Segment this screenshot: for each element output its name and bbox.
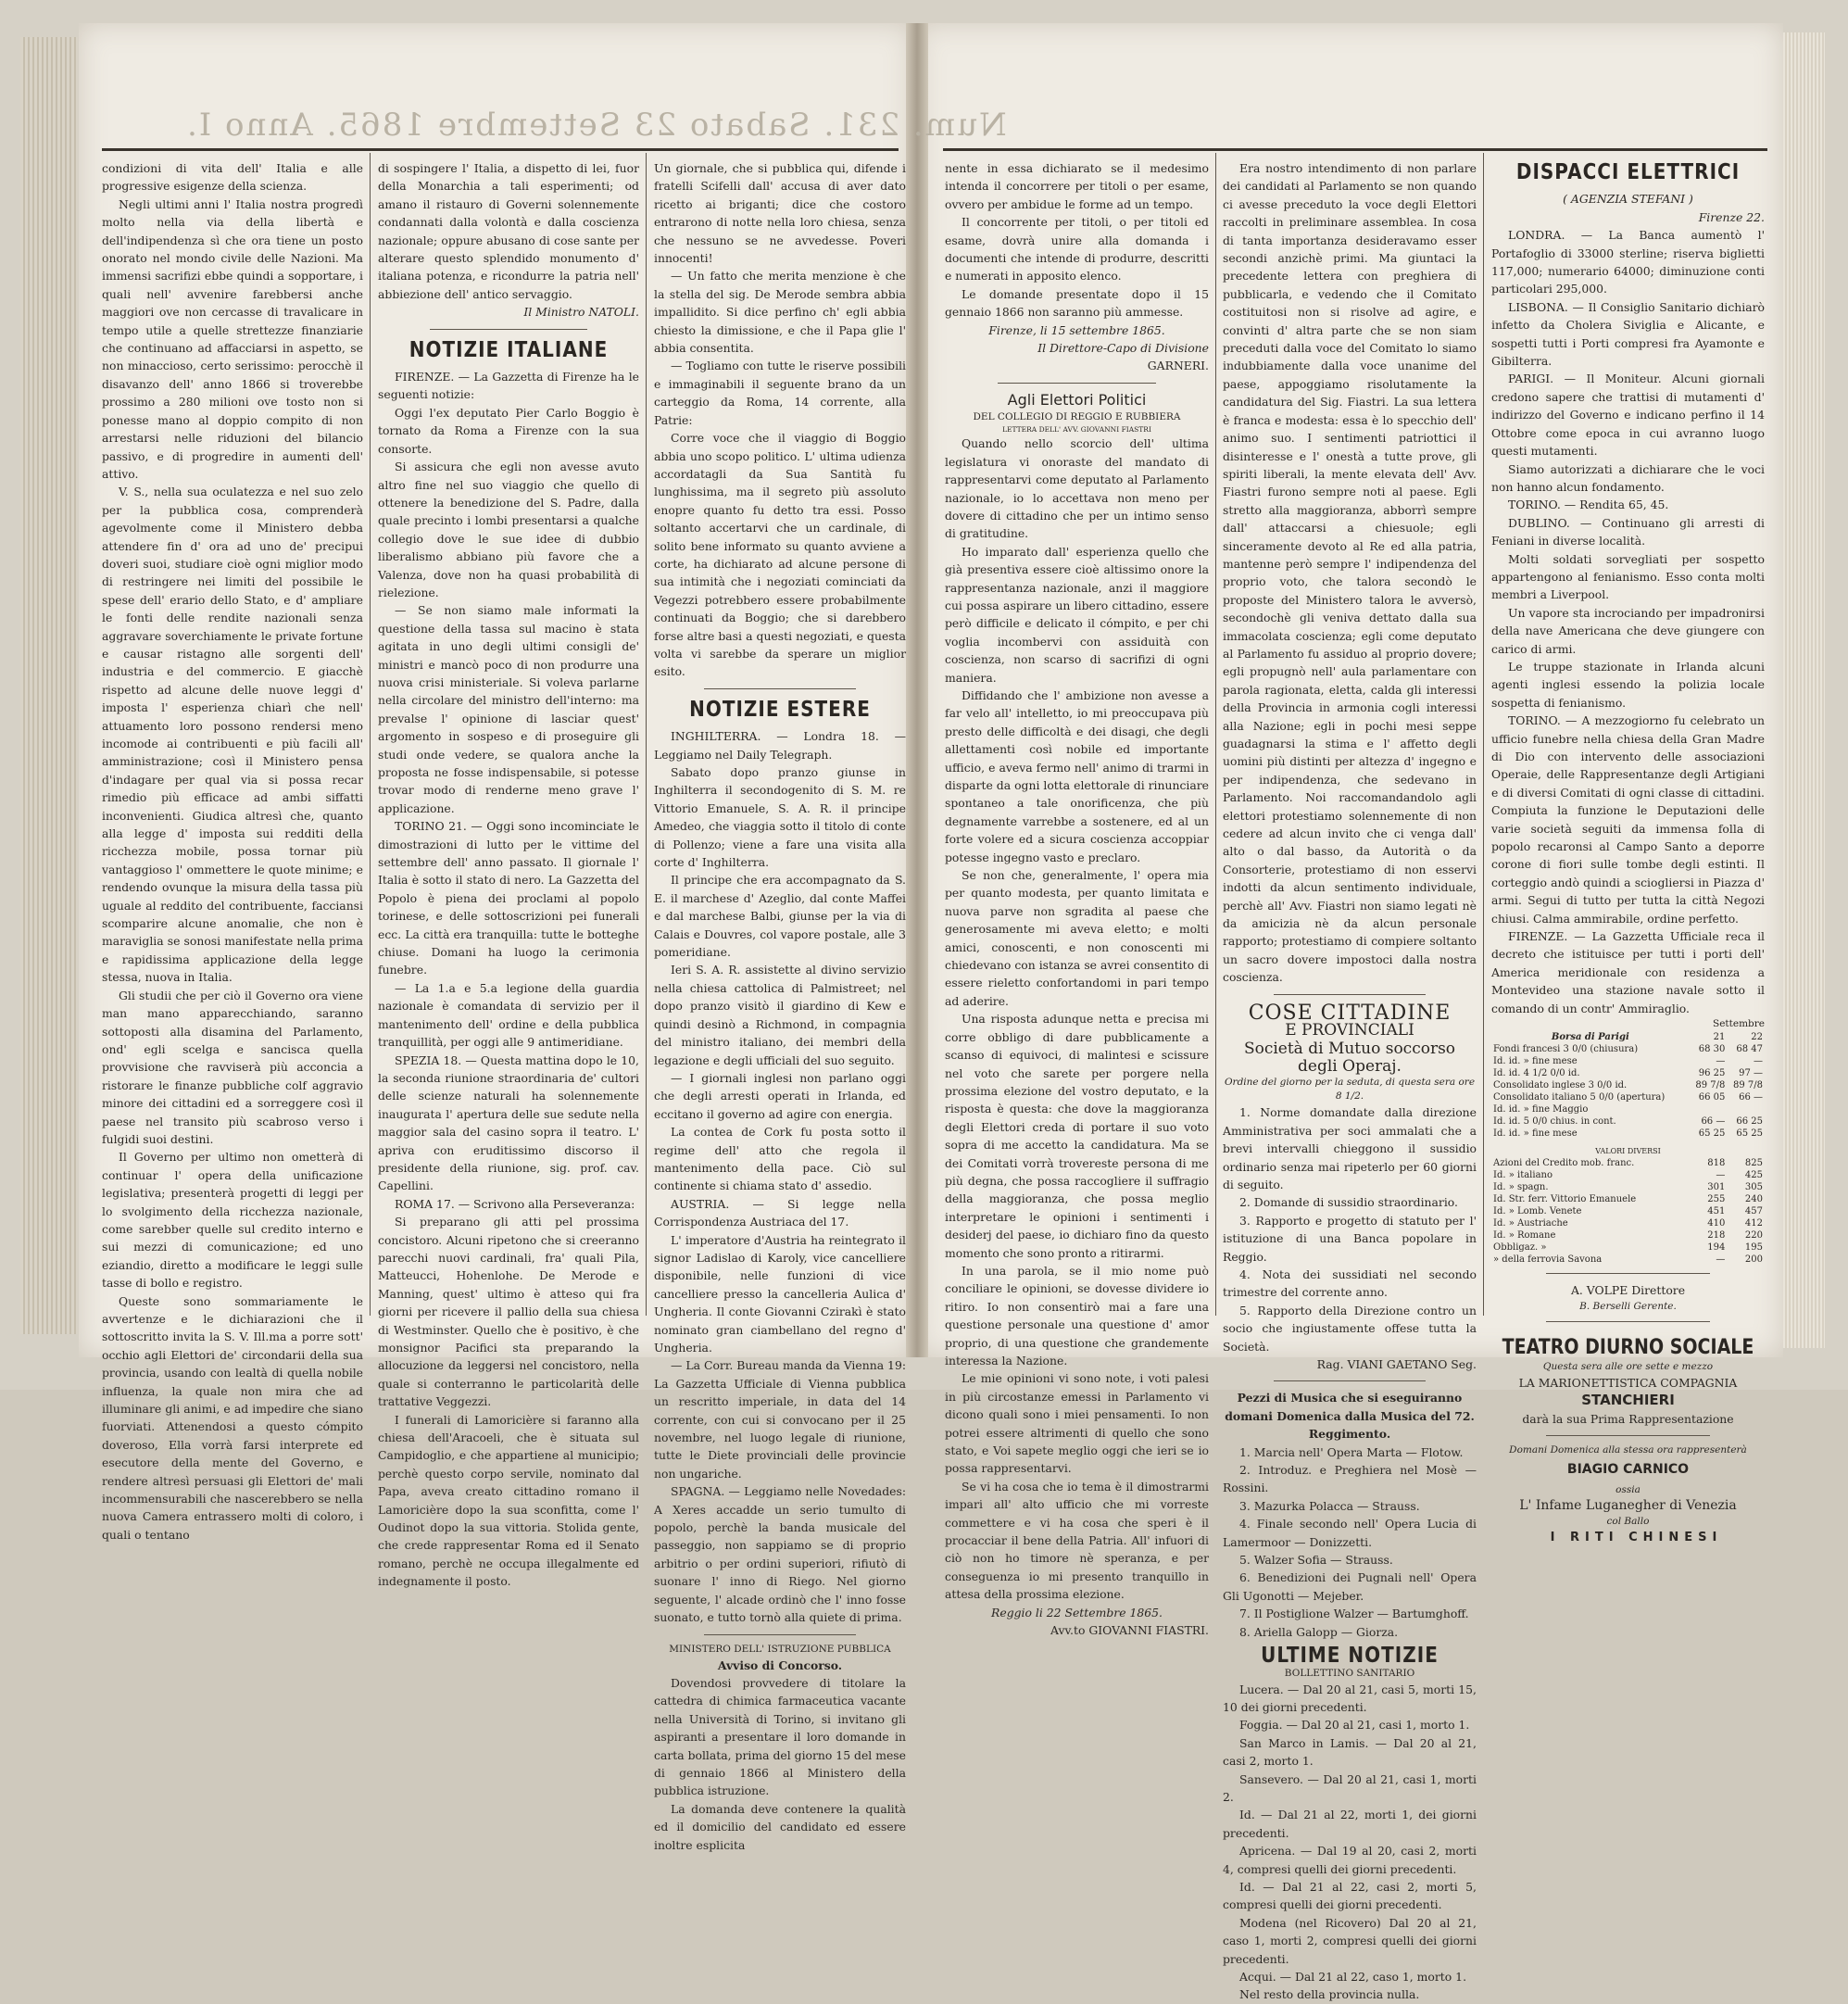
director-name: GARNERI. <box>1147 359 1209 373</box>
table-cell: 425 <box>1744 1170 1763 1181</box>
column-rule-4 <box>1483 153 1484 1316</box>
table-cell <box>1727 1103 1765 1115</box>
news-paragraph: I funerali di Lamoricière si faranno alla chiesa dell'Aracoeli, che è situata sul Campidoglio, e che appartiene al municipio; perchè questo corpo servile, nominato dal Papa, aveva creato cittadino romano il Lamoricière dopo la sua sconfitta, come l' Oudinot dopo la sua vittoria. Stolida gente, che crede rappresentar Roma ed il Senato romano, perchè ne occupa illegalmente ed indegnamente il posto. <box>378 1412 639 1589</box>
bulletin-item: Nel resto della provincia nulla. <box>1239 1987 1420 2002</box>
table-cell: Consolidato italiano 5 0/0 (apertura) <box>1493 1092 1666 1103</box>
table-cell: 240 <box>1744 1194 1763 1205</box>
table-cell: 200 <box>1744 1254 1763 1266</box>
table-cell: 451 <box>1707 1206 1726 1217</box>
table-row <box>1491 1157 1765 1169</box>
news-paragraph: Si assicura che egli non avesse avuto altro fine nel suo viaggio che quello di ottenere la benedizione del S. Padre, dalla quale precinto i lombi presentarsi a qualche collegio dove le sue idee di dubbio liberalismo abbiano più favore che a Valenza, dove non ha quasi probabilità di rielezione. <box>378 460 639 599</box>
news-paragraph: — La 1.a e 5.a legione della guardia nazionale è comandata di servizio per il mantenimento dell' ordine e della pubblica tranquillità, per oggi alle 9 antimeridiane. <box>378 980 639 1050</box>
letter-paragraph: Diffidando che l' ambizione non avesse a far velo all' intelletto, io mi preoccupava più presto delle difficoltà e dei disagi, che degli allettamenti così nobile ed importante ufficio, e aveva fermo nell' animo di trarmi in disparte da ogni lotta elettorale di rinunciare spontaneo a tale onorificenza, che più degnamente varrebbe a sostenere, ed al un forte volere ed a sicura coscienza accoppiar potesse ingegno vasto e preclaro. <box>945 687 1209 864</box>
letter-date: Reggio li 22 Settembre 1865. <box>991 1605 1163 1620</box>
section-heading-cose: COSE CITTADINE <box>1248 1001 1452 1025</box>
table-cell: Id. id. » fine mese <box>1493 1128 1578 1140</box>
table-cell: 65 25 <box>1736 1128 1763 1140</box>
section-heading-italiane: NOTIZIE ITALIANE <box>409 335 609 362</box>
section-heading-ultime: ULTIME NOTIZIE <box>1261 1642 1439 1668</box>
news-paragraph: — Togliamo con tutte le riserve possibili e immaginabili il seguente brano da un carteggio da Roma, 14 corrente, alla Patrie: <box>654 359 906 427</box>
table-cell: 66 — <box>1739 1092 1763 1103</box>
article-paragraph: Il Governo per ultimo non ometterà di continuar l' opera della unificazione legislativa; presenterà progetti di leggi per lo svolgimento della ricchezza nazionale, come sarebber quelle sul credito interno e sui mezzi di comunicazione; ed uno eziandio, diretto a modificare le leggi sulle tasse di bollo e registro. <box>102 1150 363 1291</box>
dispatch-paragraph: TORINO. — A mezzogiorno fu celebrato un ufficio funebre nella chiesa della Gran Madre di Dio con intervento delle associazioni Operaie, delle Rappresentanze degli Artigiani e di diversi Comitati di ogni classe di cittadini. Compiuta la funzione le Deputazioni delle varie società seguiti da immensa folla di popolo recaronsi al Campo Santo a deporre corone di fiori sulle tombe degli estinti. Il corteggio andò quindi a sciogliersi in Piazza d' armi. Segui di tutto per tutta la città Negozi chiusi. Calma ammirabile, ordine perfetto. <box>1491 713 1765 926</box>
play-ossia: ossia <box>1615 1483 1641 1495</box>
news-paragraph: TORINO 21. — Oggi sono incominciate le dimostrazioni di lutto per le vittime del settembre dell' anno passato. Il giornale l' Italia è sotto il stato di nero. La Gazzetta del Popolo è piena dei proclami al popolo torinese, e delle sottoscrizioni pei funerali ecc. La città era tranquilla: tutte le botteghe chiuse. Domani ha luogo la cerimonia funebre. <box>378 819 639 977</box>
ballet-note: col Ballo <box>1606 1515 1650 1527</box>
table-row <box>1491 1067 1765 1079</box>
foreign-news-paragraph: INGHILTERRA. — Londra 18. — Leggiamo nel Daily Telegraph. <box>654 729 906 762</box>
table-row <box>1491 1055 1765 1067</box>
bulletin-heading: BOLLETTINO SANITARIO <box>1284 1667 1415 1679</box>
table-cell: — <box>1716 1170 1726 1181</box>
dispatch-paragraph: Molti soldati sorvegliati per sospetto appartengono al fenianismo. Esso conta molti membri a Liverpool. <box>1491 551 1765 602</box>
table-header-row <box>1491 1031 1765 1043</box>
column-5 <box>1223 159 1477 2002</box>
news-paragraph: FIRENZE. — La Gazzetta di Firenze ha le seguenti notizie: <box>378 370 639 402</box>
table-row <box>1491 1091 1765 1103</box>
table-row <box>1491 1169 1765 1181</box>
table-cell: Id. id. » fine mese <box>1493 1056 1578 1067</box>
article-paragraph: Negli ultimi anni l' Italia nostra progredì molto nella via della libertà e dell'indipendenza sì che ora tiene un posto onorato nel mondo civile delle Nazioni. Ma immensi sacrifizi ebbe quindi a sopportare, i quali nell' avvenire farebbersi anche maggiori ove non cercasse di travalicare in tempo utile a quelle strettezze finanziarie che continuano ad affacciarsi in aspetto, se non minaccioso, certo serissimo: perocchè il disavanzo dell' anno 1866 si troverebbe prossimo a 280 milioni ove tosto non si ponesse mano al doppio compito di non arrestarsi nelle riduzioni del bilancio passivo, e di progredire in aumenti dell' attivo. <box>102 196 363 481</box>
bleed-through-header: Num. 231. Sabato 23 Settembre 1865. Anno I. <box>185 107 1007 144</box>
table-cell: — <box>1754 1056 1763 1067</box>
bulletin-item: San Marco in Lamis. — Dal 20 al 21, casi 2, morto 1. <box>1223 1735 1477 1769</box>
table-row <box>1491 1254 1765 1266</box>
table-cell: Id. id. 5 0/0 chius. in cont. <box>1493 1116 1616 1128</box>
dispatch-paragraph: FIRENZE. — La Gazzetta Ufficiale reca il decreto che istituisce per tutti i porti dell' America meridionale con residenza a Montevideo una stazione navale sotto il comando di un contr' Ammiraglio. <box>1491 929 1765 1015</box>
table-row <box>1491 1128 1765 1140</box>
manager-name: B. Berselli Gerente. <box>1579 1300 1677 1312</box>
table-row <box>1491 1205 1765 1217</box>
theatre-time: Questa sera alle ore sette e mezzo <box>1542 1360 1714 1372</box>
notice-date: Firenze, li 15 settembre 1865. <box>988 322 1165 337</box>
bulletin-item: Id. — Dal 21 al 22, morti 1, dei giorni precedenti. <box>1223 1808 1477 1840</box>
table-cell: Id. Str. ferr. Vittorio Emanuele <box>1493 1194 1637 1205</box>
table-cell: 89 7/8 <box>1733 1080 1763 1091</box>
dispatch-paragraph: Un vapore sta incrociando per impadronirsi della nave Americana che deve giungere con carico di armi. <box>1491 605 1765 656</box>
news-paragraph: ROMA 17. — Scrivono alla Perseveranza: <box>395 1196 635 1211</box>
agenda-item: 1. Norme domandate dalla direzione Amministrativa per soci ammalati che a brevi intervalli chieggono il sussidio ordinario senza mai ripeterlo per 60 giorni di seguito. <box>1223 1105 1477 1191</box>
news-paragraph: — Se non siamo male informati la questione della tassa sul macino è stata agitata in uno degli ultimi consigli de' ministri e mancò poco di non produrre una nuova crisi ministeriale. Si voleva parlarne nella circolare del ministro dell'interno: ma prevalse l' opinione di lasciar quest' argomento in sospeso e di proseguire gli studi onde vedere, se qualora anche la proposta ne fosse indispensabile, si potesse trovar modo di renderne meno grave l' applicazione. <box>378 603 639 815</box>
letter-paragraph: Le mie opinioni vi sono note, i voti palesi in più circostanze emessi in Parlamento vi dicono quali sono i miei pensamenti. Io non potrei essere altrimenti di quello che sono stato, e Voi sapete meglio oggi che ieri se io possa rappresentarvi. <box>945 1371 1209 1476</box>
music-item: 2. Introduz. e Preghiera nel Mosè — Rossini. <box>1223 1463 1477 1495</box>
music-item: 7. Il Postiglione Walzer — Bartumghoff. <box>1239 1607 1469 1621</box>
music-item: 4. Finale secondo nell' Opera Lucia di Lamermoor — Donizzetti. <box>1223 1517 1477 1549</box>
news-paragraph: — Un fatto che merita menzione è che la stella del sig. De Merode sembra abbia impallidito. Si dice perfino ch' egli abbia chiesto la dimissione, e che il Papa glie l' abbia consentita. <box>654 269 906 356</box>
table-row <box>1491 1043 1765 1055</box>
table-row <box>1491 1217 1765 1229</box>
divider <box>704 1634 855 1635</box>
dispatch-place: Firenze 22. <box>1698 209 1765 224</box>
table-cell: 195 <box>1744 1242 1763 1254</box>
section-subheading-provinciali: E PROVINCIALI <box>1285 1021 1414 1040</box>
column-rule-1 <box>370 153 371 1316</box>
theatre-heading: TEATRO DIURNO SOCIALE <box>1502 1334 1754 1359</box>
column-1 <box>102 159 363 1542</box>
foreign-news-paragraph: SPAGNA. — Leggiamo nelle Novedades: A Xeres accadde un serio tumulto di popolo, perchè la banda musicale del passeggio, non sappiamo se di proprio arbitrio o per ordini superiori, rifiutò di suonare l' inno di Riego. Nel giorno seguente, l' alcade ordinò che l' inno fosse suonato, e tutto tornò alla quiete di prima. <box>654 1484 906 1625</box>
table-cell: — <box>1716 1254 1726 1266</box>
table-row <box>1491 1103 1765 1115</box>
table-cell: Obbligaz. » <box>1493 1242 1547 1254</box>
letter-heading: Agli Elettori Politici <box>1007 390 1147 409</box>
table-cell: 412 <box>1744 1218 1763 1229</box>
bulletin-item: Apricena. — Dal 19 al 20, casi 2, morti 4, compresi quelli dei giorni precedenti. <box>1223 1844 1477 1876</box>
music-item: 3. Mazurka Polacca — Strauss. <box>1239 1498 1420 1513</box>
dispatch-paragraph: LONDRA. — La Banca aumentò l' Portafoglio di 33000 sterline; riserva biglietti 117,000; numerario 64000; diminuzione conti particolari 295,000. <box>1491 228 1765 296</box>
divider <box>1274 994 1426 995</box>
agency-name: ( AGENZIA STEFANI ) <box>1563 192 1693 207</box>
letter-paragraph: Se non che, generalmente, l' opera mia per quanto modesta, per quanto limitata e nuova parve non sgradita al paese che generosamente mi aveva eletto; e molti amici, conoscenti, e non conoscenti mi chiedevano con istanza se avrei consentito di essere rieletto confortandomi in pari tempo ad aderire. <box>945 868 1209 1008</box>
table-cell: Azioni del Credito mob. franc. <box>1493 1158 1635 1169</box>
dispatch-paragraph: PARIGI. — Il Moniteur. Alcuni giornali credono sapere che trattisi di mutamenti d' indirizzo del Governo e indicano perfino il 14 Ottobre come epoca in cui avranno luogo questi mutamenti. <box>1491 372 1765 459</box>
news-paragraph: Si preparano gli atti pel prossima concistoro. Alcuni ripetono che si creeranno parecchi nuovi cardinali, fra' quali Pila, Matteucci, Hohenlohe. De Merode e Manning, quest' ultimo è atteso qui fra giorni per ricevere il pallio della sua chiesa di Westminster. Quello che è positivo, è che monsignor Pacifici sta preparando la allocuzione da leggersi nel concistoro, nella quale si conterranno le particolarità delle trattative Veggezzi. <box>378 1215 639 1409</box>
foreign-news-paragraph: — La Corr. Bureau manda da Vienna 19: La Gazzetta Ufficiale di Vienna pubblica un rescritto imperiale, in data del 14 corrente, con cui si convocano per il 25 novembre, nel luogo legale di riunione, tutte le Diete provinciali delle provincie non ungariche. <box>654 1358 906 1481</box>
letter-paragraph: Se vi ha cosa che io tema è il dimostrarmi impari all' alto ufficio che mi vorreste commettere e vi ha cosa che speri è il procacciar il bene della Patria. All' infuori di ciò non ho timore nè speranza, e per conseguenza io mi presento tranquillo in attesa della prossima elezione. <box>945 1479 1209 1602</box>
table-cell: 89 7/8 <box>1695 1080 1726 1091</box>
table-cell: Id. » Lomb. Venete <box>1493 1206 1582 1217</box>
play-subtitle: L' Infame Luganegher di Venezia <box>1519 1497 1737 1513</box>
notice-paragraph: Le domande presentate dopo il 15 gennaio 1866 non saranno più ammesse. <box>945 286 1209 320</box>
news-paragraph: SPEZIA 18. — Questa mattina dopo le 10, la seconda riunione straordinaria de' cultori delle scienze naturali ha solennemente inaugurata l' apertura delle sue sedute nella maggior sala del casino sopra il teatro. L' apriva con eruditissimo discorso il presidente della riunione, sig. prof. cav. Capellini. <box>378 1052 639 1193</box>
agenda-item: 2. Domande di sussidio straordinario. <box>1239 1195 1458 1210</box>
society-subheading: degli Operaj. <box>1298 1056 1402 1076</box>
table-cell: 68 30 <box>1698 1044 1726 1055</box>
music-item: 6. Benedizioni dei Pugnali nell' Opera Gli Ugonotti — Mejeber. <box>1223 1570 1477 1603</box>
column-3 <box>654 159 906 1852</box>
notice-heading: Avviso di Concorso. <box>717 1657 843 1672</box>
dispatch-paragraph: TORINO. — Rendita 65, 45. <box>1508 498 1669 512</box>
bulletin-item: Sansevero. — Dal 20 al 21, casi 1, morti 2. <box>1223 1771 1477 1804</box>
table-cell: 305 <box>1744 1182 1763 1193</box>
dispatch-paragraph: Siamo autorizzati a dichiarare che le voci non hanno alcun fondamento. <box>1491 461 1765 494</box>
notice-paragraph: Il concorrente per titoli, o per titoli ed esame, dovrà unire alla domanda i documenti che intende di produrre, descritti e numerati in apposito elenco. <box>945 215 1209 284</box>
foreign-news-paragraph: L' imperatore d'Austria ha reintegrato il signor Ladislao di Karoly, vice cancelliere disponibile, nelle funzioni di vice cancelliere presso la cancelleria Aulica d' Ungheria. Il conte Giovanni Czirakì è stato nominato gran ciambellano del regno d' Ungheria. <box>654 1232 906 1355</box>
letter-paragraph: Una risposta adunque netta e precisa mi corre obbligo di dare pubblicamente a scanso di equivoci, di malintesi e scissure nel voto che sarete per porgere nella prossima elezione del vostro deputato, e la risposta è questa: che dove la maggioranza degli Elettori creda di portare il suo voto sopra di me accetto la candidatura. Ma se dei Comitati vorrà trovereste persona di me più degna, che possa raccogliere il suffragio della maggioranza, che possa meglio interpretare le opinioni i sentimenti i desiderj del paese, io dichiaro fino da questo momento che sono pronto a ritirarmi. <box>945 1012 1209 1260</box>
section-heading-estere: NOTIZIE ESTERE <box>689 695 871 722</box>
ministry-heading: MINISTERO DELL' ISTRUZIONE PUBBLICA <box>669 1643 891 1655</box>
divider <box>998 383 1156 384</box>
table-cell: 301 <box>1707 1182 1726 1193</box>
music-item: 8. Ariella Galopp — Giorza. <box>1239 1624 1399 1639</box>
table-cell: 96 25 <box>1698 1068 1726 1079</box>
table-row <box>1491 1115 1765 1128</box>
table-cell: 410 <box>1707 1218 1726 1229</box>
article-paragraph: V. S., nella sua oculatezza e nel suo zelo per la pubblica cosa, comprenderà agevolmente come il Ministero debba attendere fin d' ora ad uno de' precipui doveri suoi, studiare cioè ogni miglior modo di restringere nei limiti del possibile le spese dell' erario dello Stato, e d' ampliare le fonti delle rendite nazionali senza aggravare soverchiamente le private fortune e causar ristagno alle sorgenti dell' industria e del commercio. E giacchè rispetto ad alcune delle nuove leggi d' imposta l' esperienza chiarì che nell' attuamento loro possono rendersi meno incomode ai contribuenti e più facili all' amministrazione; così il Ministero pensa d'indagare per qual via si possa recar rimedio più efficace ad ambi siffatti inconvenienti. Giudica altresì che, quanto alla legge d' imposta sui redditi della ricchezza mobile, possa tornar più vantaggioso l' ommettere le quote minime; e rendendo ovunque la misura della tassa più uguale al reddito del contribuente, facciansi scomparire alcune anomalie, che non è maraviglia se sonosi manifestate nella prima e rapidissima applicazione della legge stessa, nuova in Italia. <box>102 485 363 985</box>
letter-signature: Avv.to GIOVANNI FIASTRI. <box>1050 1623 1209 1638</box>
article-paragraph: di sospingere l' Italia, a dispetto di lei, fuor della Monarchia a tali esperimenti; od amano il ristauro di Governi solennemente condannati dalla volontà e dalla coscienza nazionale; oppure abusano di cose sante per alterare questo splendido monumento d' italiana potenza, e ricondurre la patria nell' abbiezione dell' antico servaggio. <box>378 161 639 301</box>
stock-table <box>1491 1031 1765 1266</box>
table-cell: Id. » Romane <box>1493 1230 1556 1241</box>
divider <box>1546 1321 1710 1322</box>
column-rule-3 <box>1215 153 1216 1316</box>
table-cell: 97 — <box>1739 1068 1763 1079</box>
agenda-heading: Ordine del giorno per la seduta, di questa sera ore 8 1/2. <box>1224 1077 1476 1103</box>
bulletin-item: Foggia. — Dal 20 al 21, casi 1, morto 1. <box>1239 1718 1470 1733</box>
values-title: VALORI DIVERSI <box>1595 1147 1661 1156</box>
notice-paragraph: nente in essa dichiarato se il medesimo intenda il concorrere per titoli o per esame, ovvero per ambidue le forme ad un tempo. <box>945 161 1209 211</box>
bulletin-item: Id. — Dal 21 al 22, casi 2, morti 5, compresi quelli dei giorni precedenti. <box>1223 1879 1477 1912</box>
left-top-rule <box>102 148 899 151</box>
column-4 <box>945 159 1209 1638</box>
music-heading: Pezzi di Musica che si eseguiranno domani Domenica dalla Musica del 72. Reggimento. <box>1225 1391 1475 1442</box>
table-cell: Id. » spagn. <box>1493 1182 1549 1193</box>
secretary-signature: Rag. VIANI GAETANO Seg. <box>1316 1357 1477 1371</box>
news-paragraph: Corre voce che il viaggio di Boggio abbia uno scopo politico. L' ultima udienza accordatagli da Sua Santità fu lunghissima, ma il segreto più assoluto enopre quanto fu detto tra essi. Posso soltanto accertarvi che un cardinale, di solito bene informato su quanto avviene a corte, ha dichiarato ad alcune persone di sua intimità che i negoziati cominciati da Vegezzi potrebbero essere probabilmente continuati da Boggio; che si darebbero forse altre basi a questi negoziati, e questa volta vi sarebbe da sperare un miglior esito. <box>654 431 906 679</box>
letter-byline: LETTERA DELL' AVV. GIOVANNI FIASTRI <box>1002 425 1151 435</box>
divider <box>430 329 586 330</box>
table-cell: Consolidato inglese 3 0/0 id. <box>1493 1080 1628 1091</box>
column-header: 22 <box>1751 1032 1763 1043</box>
table-cell: 66 — <box>1701 1116 1726 1128</box>
divider <box>1546 1273 1710 1274</box>
ballet-title: I RITI CHINESI <box>1550 1530 1723 1544</box>
right-page-edges <box>1783 32 1825 1348</box>
month-label: Settembre <box>1713 1018 1765 1030</box>
table-cell: Id. » italiano <box>1493 1170 1553 1181</box>
play-title: BIAGIO CARNICO <box>1566 1462 1690 1478</box>
table-cell: 818 <box>1707 1158 1726 1169</box>
table-cell: 65 25 <box>1698 1128 1726 1140</box>
foreign-news-paragraph: — I giornali inglesi non parlano oggi che degli arresti operati in Irlanda, ed eccitano il governo ad agire con energia. <box>654 1070 906 1121</box>
performance-note: darà la sua Prima Rappresentazione <box>1522 1411 1734 1426</box>
dispatch-paragraph: LISBONA. — Il Consiglio Sanitario dichiarò infetto da Cholera Siviglia e Alicante, e sospetti tutti i Porti compresi fra Ayamonte e Gibilterra. <box>1491 299 1765 369</box>
table-cell: 457 <box>1744 1206 1763 1217</box>
table-row <box>1491 1079 1765 1091</box>
news-paragraph: Oggi l'ex deputato Pier Carlo Boggio è tornato da Roma a Firenze con la sua consorte. <box>378 405 639 456</box>
column-header: 21 <box>1713 1032 1726 1043</box>
dispatch-paragraph: Le truppe stazionate in Irlanda alcuni agenti inglesi essendo la polizia locale sospetta di fenianismo. <box>1491 659 1765 710</box>
agenda-item: 3. Rapporto e progetto di statuto per l' istituzione di una Banca popolare in Reggio. <box>1223 1213 1477 1264</box>
table-cell: 218 <box>1707 1230 1726 1241</box>
bulletin-item: Modena (nel Ricovero) Dal 20 al 21, caso 1, morti 2, compresi quelli dei giorni precedenti. <box>1223 1915 1477 1966</box>
music-item: 1. Marcia nell' Opera Marta — Flotow. <box>1239 1444 1464 1459</box>
foreign-news-paragraph: AUSTRIA. — Si legge nella Corrispondenza Austriaca del 17. <box>654 1196 906 1229</box>
column-6 <box>1491 158 1765 1544</box>
agenda-item: 5. Rapporto della Direzione contro un socio che ingiustamente offese tutta la Società. <box>1223 1303 1477 1354</box>
foreign-news-paragraph: La contea de Cork fu posta sotto il regime dell' atto che regola il mantenimento della pace. Ciò sul continente si chiama stato d' assedio. <box>654 1125 906 1193</box>
values-header-row <box>1491 1140 1765 1157</box>
table-cell: » della ferrovia Savona <box>1493 1254 1603 1266</box>
news-paragraph: Un giornale, che si pubblica qui, difende i fratelli Scifelli dall' accusa di aver dato ricetto ai briganti; dice che costoro entrarono di notte nella loro chiesa, senza che nessuno se ne avvedesse. Poveri innocenti! <box>654 161 906 266</box>
table-cell: 220 <box>1744 1230 1763 1241</box>
divider <box>704 688 855 689</box>
right-top-rule <box>943 148 1767 151</box>
column-2 <box>378 159 639 1589</box>
letter-paragraph: Quando nello scorcio dell' ultima legislatura vi onoraste del mandato di rappresentarvi come deputato al Parlamento nazionale, io lo accettava non meno per dovere di cittadino che per un intimo senso di gratitudine. <box>945 436 1209 541</box>
letter-paragraph: Ho imparato dall' esperienza quello che già presentiva essere cioè altissimo onore la rappresentanza nazionale, anzi il maggiore cui possa aspirare un libero cittadino, essere però difficile e delicato il cómpito, e per chi voglia incombervi con assiduità con coscienza, non scarso di sacrifizi di ogni maniera. <box>945 544 1209 685</box>
table-cell: 66 05 <box>1698 1092 1726 1103</box>
editorial-paragraph: Era nostro intendimento di non parlare dei candidati al Parlamento se non quando ci avesse preceduto la voce degli Elettori raccolti in preliminare assemblea. In cosa di tanta importanza desideravamo esser secondi anzichè primi. Ma giuntaci la precedente lettera con preghiera di pubblicarla, e vedendo che il Comitato costituitosi non si risolve ad agire, e convinti d' altra parte che se non siam preceduti dalla voce del Comitato lo siamo indubbiamente dalla voce unanime del paese, appoggiamo risolutamente la candidatura del Sig. Fiastri. La sua lettera è franca e modesta: essa è lo specchio dell' animo suo. I sentimenti patriottici il disinteresse e l' onestà a tutte prove, gli spiriti liberali, la mente elevata dell' Avv. Fiastri furono sempre noti al paese. Egli stretto alla maggioranza, abborrì sempre dall' attaccarsi a chiesuole; egli sinceramente devoto al Re ed alla patria, mantenne però sempre l' indipendenza del proprio voto, che talora secondò le proposte del Ministero talora le avversò, secondochè gli veniva dettato dalla sua immacolata coscienza; egli come deputato al Parlamento fu assiduo al proprio dovere; egli propugnò nell' aula parlamentare con parola ragionata, eletta, calda gli interessi della Provincia in armonia cogli interessi alla Nazione; egli in pochi mesi seppe guadagnarsi la stima e l' affetto degli uomini più distinti per altezza d' ingegno e per indipendenza, che sedevano in Parlamento. Noi raccomandandolo agli elettori protestiamo solennemente di non cedere ad alcun invito che ci venga dall' alto o dal basso, da Autorità o da Consorterie, protestiamo di non esservi indotti da alcun sentimento individuale, perchè all' Avv. Fiastri non siamo legati nè da amicizia nè da alcun personale rapporto; protestiamo di compiere soltanto un sacro dovere impostoci dalla nostra coscienza. <box>1223 161 1477 985</box>
table-cell: Id. id. » fine Maggio <box>1493 1104 1589 1115</box>
table-cell: 68 47 <box>1736 1044 1763 1055</box>
director-title: Il Direttore-Capo di Divisione <box>1037 341 1209 356</box>
divider <box>1274 1380 1426 1381</box>
table-cell: 66 25 <box>1736 1116 1763 1128</box>
table-row <box>1491 1241 1765 1254</box>
borsa-title: Borsa di Parigi <box>1551 1032 1629 1043</box>
music-item: 5. Walzer Sofia — Strauss. <box>1239 1553 1393 1568</box>
article-paragraph: Gli studii che per ciò il Governo ora viene man mano apparecchiando, saranno sottoposti alla disamina del Parlamento, ond' egli scelga e sancisca quella provvisione che ravviserà più acconcia a ristorare le finanze pubbliche colf aggravio minore dei cittadini ed a sorreggere così il paese nel transito più scabroso verso i fulgidi suoi destini. <box>102 988 363 1146</box>
society-heading: Società di Mutuo soccorso <box>1243 1039 1456 1058</box>
bulletin-item: Lucera. — Dal 20 al 21, casi 5, morti 15, 10 dei giorni precedenti. <box>1223 1682 1477 1714</box>
table-cell: 194 <box>1707 1242 1726 1254</box>
dispatch-paragraph: DUBLINO. — Continuano gli arresti di Feniani in diverse località. <box>1491 515 1765 548</box>
table-cell <box>1690 1103 1728 1115</box>
left-page-edges <box>20 37 78 1334</box>
table-row <box>1491 1229 1765 1241</box>
table-row <box>1491 1193 1765 1205</box>
foreign-news-paragraph: Ieri S. A. R. assistette al divino servizio nella chiesa cattolica di Palmistreet; nel dopo pranzo visitò il giardino di Kew e quindi desinò a Richmond, in compagnia del ministro italiano, dei membri della legazione e degli ufficiali del suo seguito. <box>654 963 906 1067</box>
table-cell: Fondi francesi 3 0/0 (chiusura) <box>1493 1044 1639 1055</box>
notice-paragraph: Dovendosi provvedere di titolare la cattedra di chimica farmaceutica vacante nella Università di Torino, si invitano gli aspiranti a presentare il loro domande in carta bollata, prima del giorno 15 del mese di gennaio 1866 al Ministero della pubblica istruzione. <box>654 1675 906 1798</box>
section-heading-dispacci: DISPACCI ELETTRICI <box>1515 158 1741 184</box>
foreign-news-paragraph: Sabato dopo pranzo giunse in Inghilterra il secondogenito di S. M. re Vittorio Emanuele, S. A. R. il principe Amedeo, che viaggia sotto il titolo di conte di Pollenzo; viene a fare una visita alla corte d' Inghilterra. <box>654 765 906 870</box>
book-gutter <box>906 23 928 1357</box>
letter-subheading: DEL COLLEGIO DI REGGIO E RUBBIERA <box>973 411 1181 423</box>
letter-paragraph: In una parola, se il mio nome può conciliare le opinioni, se dovesse dividere io ritiro. Io non consentirò mai a fare una questione personale una questione d' amor proprio, di una questione che grandemente interessa la Nazione. <box>945 1263 1209 1368</box>
table-cell: Id. » Austriache <box>1493 1218 1568 1229</box>
article-paragraph: Queste sono sommariamente le avvertenze e le dichiarazioni che il sottoscritto invita la S. V. Ill.ma a porre sott' occhio agli Elettori de' circondarii della sua provincia, usando con lealtà di quella nobile influenza, la quale non mira che ad illuminare gli animi, e ad impedire che siano fuorviati. Attenendosi a questo cómpito doveroso, Ella vorrà farsi interprete ed esecutore della mente del Governo, e rendere altresì persuasi gli Elettori de' mali incommensurabili che nascerebbero se nella nuova Camera entrassero molti di coloro, i quali o tentano <box>102 1293 363 1542</box>
company-owner: STANCHIERI <box>1581 1392 1675 1409</box>
minister-signature: Il Ministro NATOLI. <box>523 305 639 320</box>
notice-paragraph: La domanda deve contenere la qualità ed il domicilio del candidato ed essere inoltre esplicita <box>654 1801 906 1852</box>
table-cell: — <box>1716 1056 1726 1067</box>
table-cell: 825 <box>1744 1158 1763 1169</box>
table-row <box>1491 1181 1765 1193</box>
table-cell: Id. id. 4 1/2 0/0 id. <box>1493 1068 1580 1079</box>
foreign-news-paragraph: Il principe che era accompagnato da S. E. il marchese d' Azeglio, dal conte Maffei e dal marchese Balbi, giunse per la via di Calais e Douvres, col vapore postale, alle 3 pomeridiane. <box>654 873 906 960</box>
company-name: LA MARIONETTISTICA COMPAGNIA <box>1518 1375 1738 1390</box>
bulletin-item: Acqui. — Dal 21 al 22, caso 1, morto 1. <box>1239 1970 1467 1984</box>
table-cell: 255 <box>1707 1194 1726 1205</box>
next-performance: Domani Domenica alla stessa ora rappresenterà <box>1509 1444 1747 1456</box>
agenda-item: 4. Nota dei sussidiati nel secondo trimestre del corrente anno. <box>1223 1267 1477 1300</box>
director-name: A. VOLPE Direttore <box>1570 1283 1686 1298</box>
article-paragraph: condizioni di vita dell' Italia e alle progressive esigenze della scienza. <box>102 161 363 194</box>
divider <box>1546 1435 1710 1436</box>
column-rule-2 <box>646 153 647 1316</box>
